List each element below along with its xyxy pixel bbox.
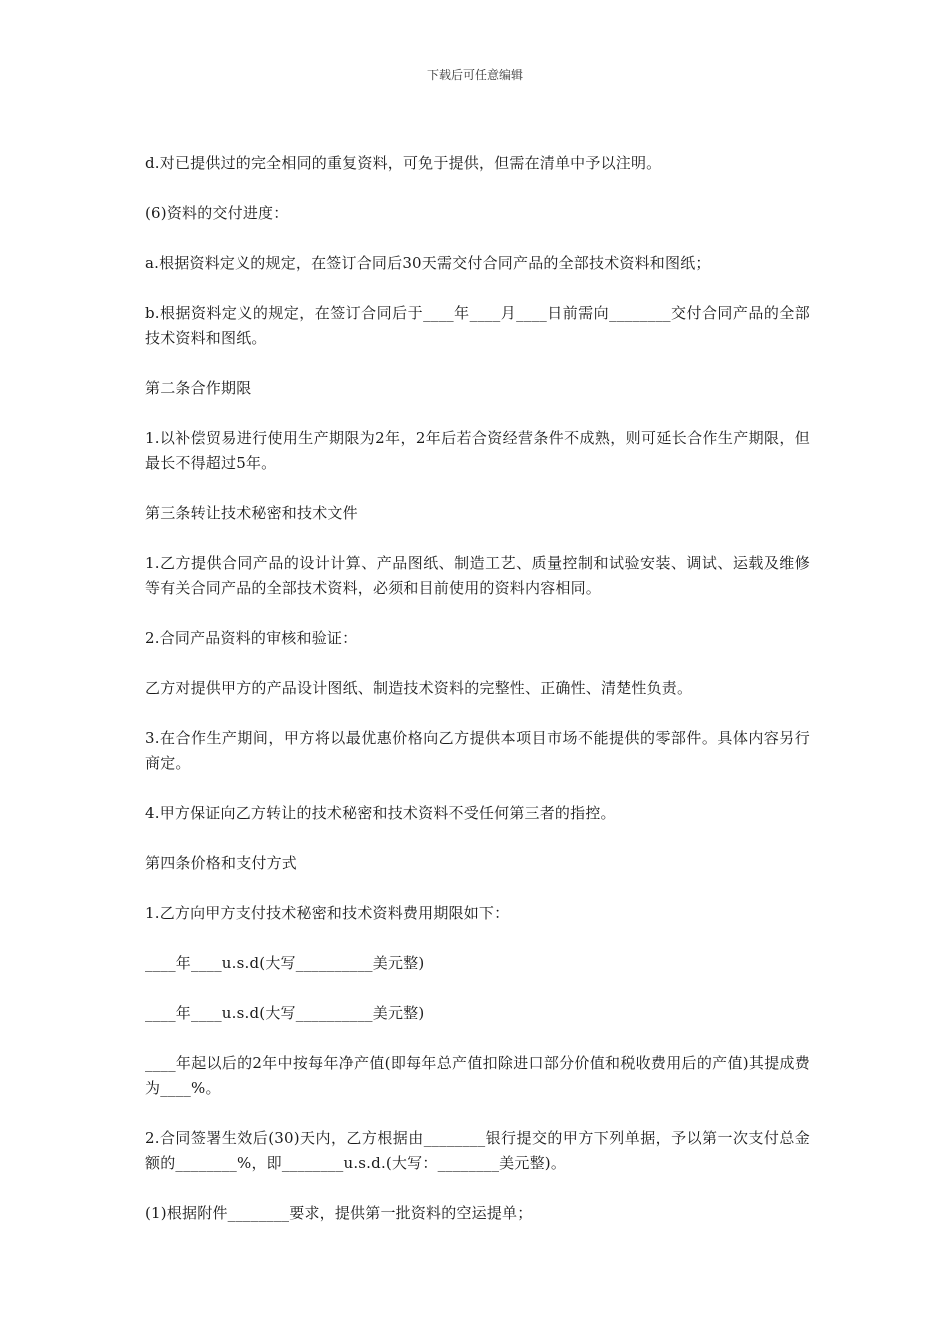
paragraph-payment-line-1: ____年____u.s.d(大写__________美元整) xyxy=(145,954,425,972)
paragraph-technical-materials: 1.乙方提供合同产品的设计计算、产品图纸、制造工艺、质量控制和试验安装、调试、运载及维修等有关合同产品的全部技术资料，必须和目前使用的资料内容相同。 xyxy=(145,554,810,597)
paragraph-responsibility: 乙方对提供甲方的产品设计图纸、制造技术资料的完整性、正确性、清楚性负责。 xyxy=(145,679,693,697)
paragraph-b-delivery-date: b.根据资料定义的规定，在签订合同后于____年____月____日前需向________交付合同产品的全部技术资料和图纸。 xyxy=(145,304,810,347)
page-header-note: 下载后可任意编辑 xyxy=(426,68,523,82)
paragraph-review-verification: 2.合同产品资料的审核和验证： xyxy=(145,629,358,647)
paragraph-parts-supply: 3.在合作生产期间，甲方将以最优惠价格向乙方提供本项目市场不能提供的零部件。具体内容另行商定。 xyxy=(145,729,810,772)
paragraph-air-waybill: (1)根据附件________要求，提供第一批资料的空运提单； xyxy=(145,1204,533,1222)
paragraph-royalty: ____年起以后的2年中按每年净产值(即每年总产值扣除进口部分价值和税收费用后的产值)其提成费为____%。 xyxy=(145,1054,810,1097)
paragraph-d-duplicate-materials: d.对已提供过的完全相同的重复资料，可免于提供，但需在清单中予以注明。 xyxy=(145,154,662,172)
section-heading-article-2: 第二条合作期限 xyxy=(145,379,252,397)
section-heading-article-3: 第三条转让技术秘密和技术文件 xyxy=(145,504,358,522)
paragraph-cooperation-term: 1.以补偿贸易进行使用生产期限为2年，2年后若合资经营条件不成熟，则可延长合作生产期限，但最长不得超过5年。 xyxy=(145,429,810,472)
paragraph-a-delivery-30-days: a.根据资料定义的规定，在签订合同后30天需交付合同产品的全部技术资料和图纸； xyxy=(145,254,711,272)
paragraph-delivery-schedule-heading: (6)资料的交付进度： xyxy=(145,204,289,222)
document-body xyxy=(145,151,810,1251)
paragraph-no-third-party-claims: 4.甲方保证向乙方转让的技术秘密和技术资料不受任何第三者的指控。 xyxy=(145,804,616,822)
section-heading-article-4: 第四条价格和支付方式 xyxy=(145,854,298,872)
paragraph-payment-terms: 1.乙方向甲方支付技术秘密和技术资料费用期限如下： xyxy=(145,904,510,922)
paragraph-payment-line-2: ____年____u.s.d(大写__________美元整) xyxy=(145,1004,425,1022)
paragraph-first-payment: 2.合同签署生效后(30)天内，乙方根据由________银行提交的甲方下列单据，予以第一次支付总金额的________%，即________u.s.d.(大写：________美元整)。 xyxy=(145,1129,810,1172)
